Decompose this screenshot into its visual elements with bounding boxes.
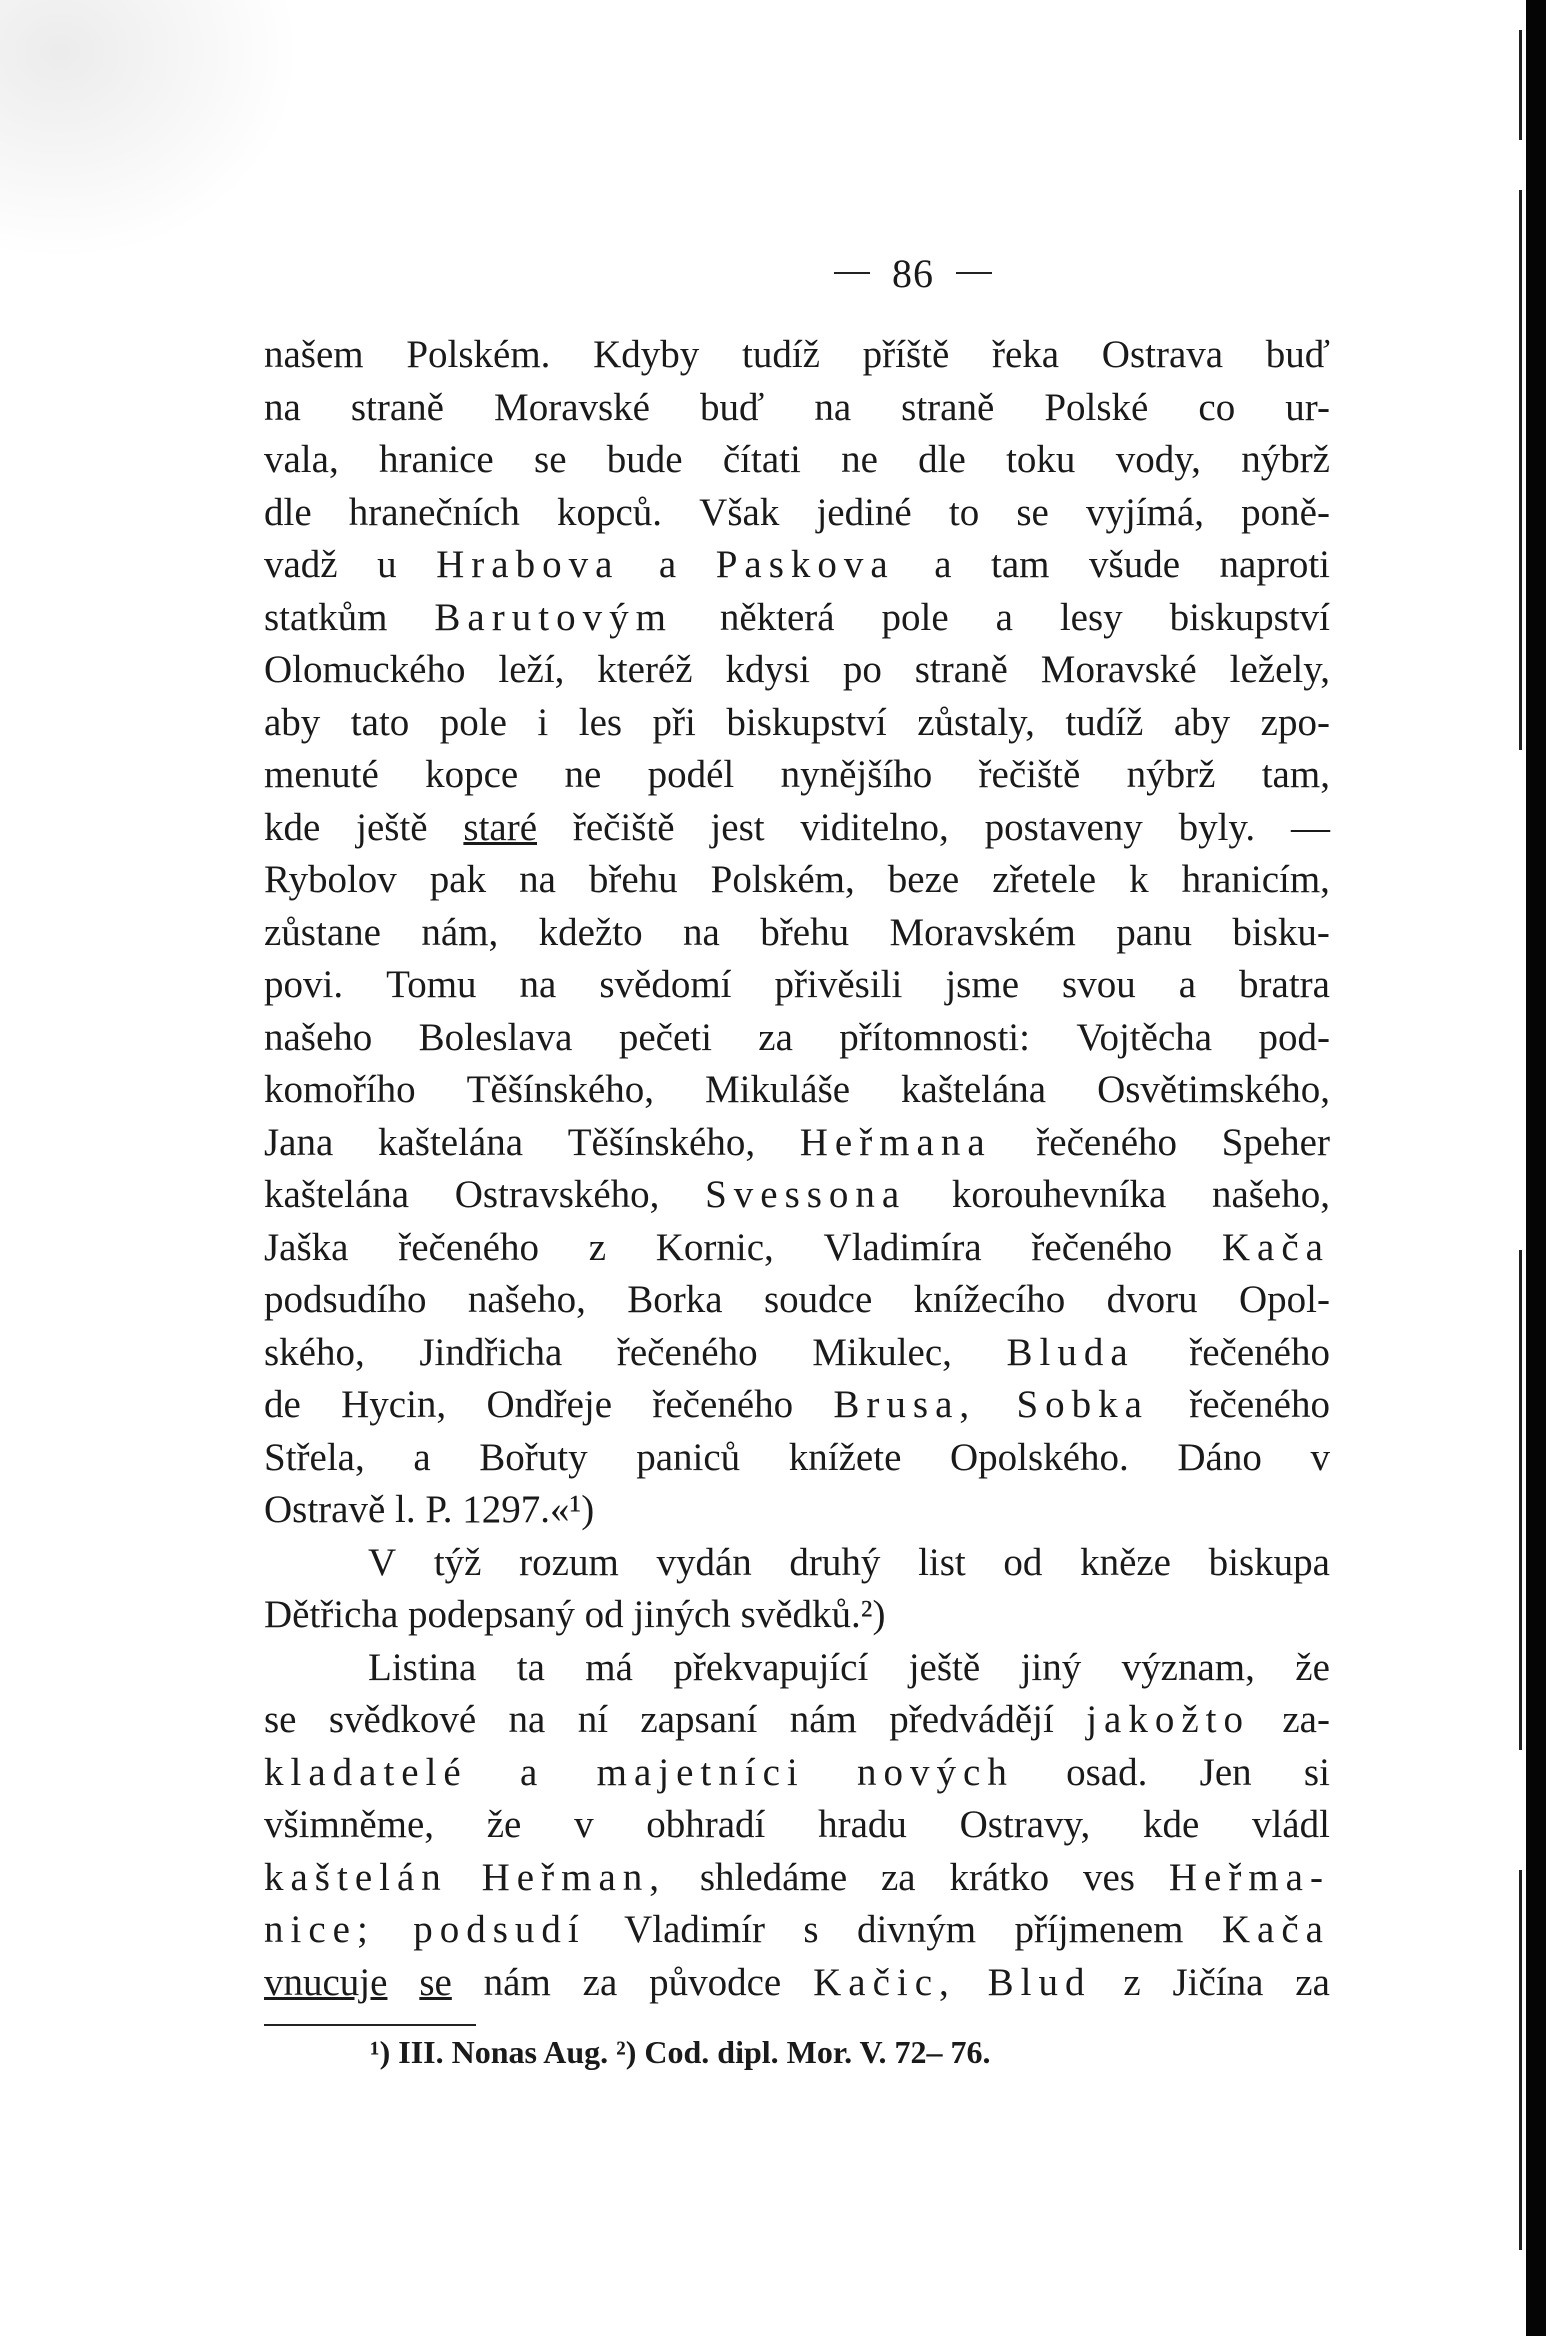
word: u — [377, 543, 397, 586]
word: břehu — [760, 910, 850, 954]
word: pole — [881, 595, 949, 639]
word: kaštelána — [377, 1120, 524, 1164]
word: Mikulec, — [812, 1330, 952, 1374]
word: jest — [710, 805, 765, 849]
word: že — [1295, 1645, 1330, 1689]
text-line — [264, 1907, 1330, 1960]
word: ta — [516, 1645, 545, 1689]
text-line — [264, 1540, 1330, 1593]
word: příště — [862, 333, 950, 376]
word: vala, — [264, 438, 339, 481]
word: panu — [1116, 910, 1193, 954]
text-line — [264, 1382, 1330, 1435]
word: tudíž — [1065, 700, 1144, 744]
word: Jana — [264, 1120, 334, 1164]
word: Vladimír — [624, 1908, 765, 1951]
text-line — [264, 1330, 1330, 1383]
word: byly. — [1178, 805, 1256, 849]
word: podsudí — [413, 1908, 586, 1951]
word: jiných — [633, 1593, 731, 1636]
word: vadž — [264, 543, 338, 586]
word: pod- — [1258, 1015, 1330, 1059]
word: zůstaly, — [917, 700, 1035, 744]
word: že — [486, 1803, 522, 1846]
word: co — [1198, 385, 1236, 429]
binding-mark — [1519, 1870, 1522, 2250]
binding-mark — [1519, 30, 1522, 140]
word: svou — [1062, 963, 1136, 1006]
word: a — [995, 595, 1013, 639]
word: s — [803, 1908, 819, 1951]
word: paniců — [636, 1435, 741, 1479]
word: čítati — [722, 438, 801, 481]
text-line — [264, 910, 1330, 963]
word: naproti — [1219, 543, 1330, 586]
word: krátko — [949, 1855, 1050, 1899]
word: vládl — [1251, 1803, 1330, 1846]
word: vody, — [1115, 438, 1201, 481]
text-line — [264, 1750, 1330, 1803]
word: Ostravě — [264, 1488, 386, 1531]
word: Dětřicha — [264, 1593, 399, 1636]
footnote: ¹) III. Nonas Aug. ²) Cod. dipl. Mor. V. 72– 76. — [370, 2034, 991, 2070]
word: lesy — [1059, 595, 1123, 639]
word: podél — [647, 753, 735, 796]
word: se — [534, 438, 567, 481]
word: si — [1303, 1750, 1330, 1794]
word: komořího — [264, 1068, 416, 1111]
word: kaštelána — [901, 1068, 1047, 1111]
text-line — [264, 1697, 1330, 1750]
word: hranečních — [348, 490, 520, 534]
word: Listina — [368, 1645, 477, 1689]
text-line — [264, 437, 1330, 490]
word: řečeného — [652, 1383, 794, 1426]
word: našeho — [264, 1015, 373, 1059]
word: ležely, — [1229, 648, 1330, 691]
word: kaštelán — [264, 1855, 448, 1899]
word: Ondřeje — [486, 1383, 613, 1426]
word: majetníci — [596, 1750, 805, 1794]
word: a — [934, 543, 952, 586]
text-line — [264, 1225, 1330, 1278]
word: jsme — [945, 963, 1020, 1006]
word: Jičína — [1172, 1960, 1264, 2004]
word: list — [918, 1540, 966, 1584]
word: Však — [699, 490, 780, 534]
word: řeka — [992, 333, 1060, 376]
word: na — [519, 963, 557, 1006]
word: řečeného — [616, 1330, 758, 1374]
word: se — [264, 1698, 297, 1741]
word: Blud — [987, 1960, 1092, 2004]
word: kněze — [1080, 1540, 1171, 1584]
word: Mikuláše — [704, 1068, 851, 1111]
word: viditelno, — [800, 805, 949, 849]
word: svědomí — [599, 963, 732, 1006]
word: Polském, — [710, 858, 855, 901]
word: tato — [350, 700, 410, 744]
text-line — [264, 1277, 1330, 1330]
word: kdežto — [538, 910, 643, 954]
word: se — [419, 1960, 452, 2004]
word: ne — [564, 753, 602, 796]
word: buď — [1265, 333, 1330, 376]
word: Barutovým — [434, 595, 673, 639]
word: hranicím, — [1181, 858, 1330, 901]
word: poně- — [1241, 490, 1330, 534]
scan-edge — [1526, 0, 1546, 2336]
word: po — [842, 648, 882, 691]
text-line — [264, 700, 1330, 753]
word: Osvětimského, — [1097, 1068, 1330, 1111]
word: bisku- — [1232, 910, 1330, 954]
word: význam, — [1121, 1645, 1255, 1689]
word: dvoru — [1106, 1278, 1198, 1321]
text-line — [264, 332, 1330, 385]
word: Borka — [627, 1278, 723, 1321]
word: les — [578, 700, 623, 744]
word: to — [948, 490, 980, 534]
word: Kača — [1221, 1225, 1330, 1269]
word: staré — [463, 805, 538, 849]
word: našeho, — [1211, 1173, 1330, 1216]
word: kopců. — [556, 490, 663, 534]
word: Vojtěcha — [1076, 1015, 1213, 1059]
word: od — [584, 1593, 624, 1636]
word: od — [1003, 1540, 1043, 1584]
word: Opol- — [1238, 1278, 1330, 1321]
word: divným — [856, 1908, 977, 1951]
page-number: 86 — [892, 250, 934, 296]
word: ského, — [264, 1330, 365, 1374]
word: shledáme — [699, 1855, 848, 1899]
word: i — [537, 700, 549, 744]
word: Jen — [1199, 1750, 1252, 1794]
word: Polské — [1044, 385, 1149, 429]
word: nynějšího — [780, 753, 933, 796]
word: pole — [439, 700, 507, 744]
word: příjmenem — [1014, 1908, 1184, 1951]
word: soudce — [763, 1278, 873, 1321]
word: z — [588, 1225, 606, 1269]
word: ní — [577, 1698, 609, 1741]
word: a — [413, 1435, 431, 1479]
word: Kačic, — [813, 1960, 956, 2004]
word: našeho, — [467, 1278, 586, 1321]
word: řečiště — [572, 805, 675, 849]
word: řečeného — [1036, 1120, 1178, 1164]
word: podepsaný — [408, 1593, 575, 1636]
word: knížete — [788, 1435, 902, 1479]
word: Heřmana — [799, 1120, 992, 1164]
word: břehu — [588, 858, 678, 901]
word: jediné — [816, 490, 912, 534]
word: na — [683, 910, 720, 954]
word: Rybolov — [264, 858, 397, 901]
word: Hrabova — [436, 543, 620, 586]
word: řečiště — [978, 753, 1081, 796]
word: z — [1123, 1960, 1141, 2004]
page-header — [0, 237, 1546, 297]
word: biskupa — [1208, 1540, 1330, 1584]
word: Bluda — [1006, 1330, 1135, 1374]
word: v — [1310, 1435, 1330, 1479]
word: Heřman, — [481, 1855, 666, 1899]
text-line — [264, 647, 1330, 700]
word: řečeného — [1189, 1330, 1330, 1374]
word: nám — [789, 1698, 857, 1741]
word: původce — [649, 1960, 782, 2004]
word: beze — [887, 858, 960, 901]
word: V — [368, 1540, 397, 1584]
word: Těšínského, — [567, 1120, 756, 1164]
word: nice; — [264, 1908, 375, 1951]
word: za — [1295, 1960, 1330, 2004]
word: pak — [429, 858, 487, 901]
word: Tomu — [386, 963, 477, 1006]
word: všimněme, — [264, 1803, 435, 1846]
word: biskupství — [726, 700, 887, 744]
text-line — [264, 542, 1330, 595]
word: vydán — [656, 1540, 752, 1584]
word: 1297.«¹) — [462, 1488, 595, 1531]
word: kde — [264, 805, 321, 849]
word: kladatelé — [264, 1750, 468, 1794]
word: bude — [606, 438, 683, 481]
word: pečeti — [618, 1015, 712, 1059]
word: Těšínského, — [466, 1068, 654, 1111]
word: Heřma- — [1168, 1855, 1330, 1899]
word: Boleslava — [418, 1015, 573, 1059]
word: knížecího — [913, 1278, 1066, 1321]
body-text — [264, 332, 1330, 2012]
word: dle — [264, 490, 312, 534]
word: a — [1178, 963, 1197, 1006]
word: Jaška — [264, 1225, 349, 1269]
word: za — [582, 1960, 618, 2004]
word: P. — [425, 1488, 453, 1531]
header-dash-left — [834, 272, 870, 274]
word: Dáno — [1177, 1435, 1262, 1479]
word: statkům — [264, 595, 388, 639]
word: svědků.²) — [740, 1593, 886, 1636]
word: zůstane — [264, 910, 381, 954]
text-line — [264, 962, 1330, 1015]
text-line — [264, 1015, 1330, 1068]
word: a — [658, 543, 677, 586]
text-line — [264, 595, 1330, 648]
word: Vladimíra — [823, 1225, 982, 1269]
word: Brusa, — [833, 1383, 977, 1426]
word: biskupství — [1169, 595, 1330, 639]
word: aby — [1173, 700, 1231, 744]
word: nám — [483, 1960, 551, 2004]
word: Speher — [1221, 1120, 1330, 1164]
text-line — [264, 1487, 1330, 1540]
word: menuté — [264, 753, 379, 796]
word: a — [520, 1750, 545, 1794]
word: ur- — [1285, 385, 1330, 429]
word: kopce — [425, 753, 519, 796]
text-line — [264, 1855, 1330, 1908]
text-line — [264, 490, 1330, 543]
word: předvádějí — [889, 1698, 1054, 1741]
word: ves — [1082, 1855, 1135, 1899]
word: l. — [395, 1488, 416, 1531]
word: nových — [857, 1750, 1014, 1794]
word: Polském. — [406, 333, 551, 376]
word: obhradí — [646, 1803, 766, 1846]
word: tudíž — [741, 333, 820, 376]
word: nám, — [421, 910, 499, 954]
word: bratra — [1239, 963, 1330, 1006]
word: korouhevníka — [951, 1173, 1167, 1216]
word: Kača — [1221, 1908, 1330, 1951]
word: na — [814, 385, 852, 429]
word: svědkové — [328, 1698, 477, 1741]
word: leží, — [498, 648, 565, 691]
word: Opolského. — [950, 1435, 1129, 1479]
word: Bořuty — [479, 1435, 588, 1479]
word: za — [881, 1855, 916, 1899]
word: Kdyby — [593, 333, 700, 376]
word: na — [519, 858, 556, 901]
footnote-rule — [264, 2024, 476, 2026]
word: kde — [1142, 1803, 1200, 1846]
text-line — [264, 1435, 1330, 1488]
word: osad. — [1066, 1750, 1148, 1794]
word: Moravské — [1040, 648, 1197, 691]
word: Svessona — [705, 1173, 907, 1216]
word: ne — [841, 438, 878, 481]
word: v — [574, 1803, 594, 1846]
text-line — [264, 1120, 1330, 1173]
word: všude — [1089, 543, 1181, 586]
word: jiný — [1020, 1645, 1082, 1689]
word: ještě — [356, 805, 428, 849]
word: postaveny — [984, 805, 1143, 849]
word: dle — [918, 438, 966, 481]
word: Ostrava — [1101, 333, 1224, 376]
word: kteréž — [597, 648, 693, 691]
word: hranice — [378, 438, 494, 481]
word: k — [1129, 858, 1149, 901]
word: Jindřicha — [419, 1330, 563, 1374]
text-line — [264, 1067, 1330, 1120]
word: Moravském — [889, 910, 1076, 954]
word: při — [652, 700, 696, 744]
word: přivěsili — [774, 963, 903, 1006]
word: Kornic, — [655, 1225, 774, 1269]
word: druhý — [789, 1540, 881, 1584]
text-line — [264, 857, 1330, 910]
header-dash-right — [956, 272, 992, 274]
word: — — [1290, 805, 1330, 849]
word: za- — [1282, 1698, 1330, 1741]
word: překvapující — [673, 1645, 869, 1689]
word: přítomnosti: — [839, 1015, 1030, 1059]
word: vnucuje — [264, 1960, 388, 2004]
text-line — [264, 805, 1330, 858]
word: hradu — [818, 1803, 907, 1846]
word: ještě — [908, 1645, 981, 1689]
text-line — [264, 1802, 1330, 1855]
word: Olomuckého — [264, 648, 466, 691]
binding-mark — [1519, 1250, 1522, 1750]
word: aby — [264, 700, 321, 744]
word: se — [1016, 490, 1049, 534]
word: některá — [719, 595, 835, 639]
word: tam, — [1261, 753, 1330, 796]
word: na — [264, 385, 301, 429]
word: tam — [991, 543, 1050, 586]
word: podsudího — [264, 1278, 427, 1321]
word: Ostravského, — [454, 1173, 660, 1216]
word: buď — [700, 385, 765, 429]
word: kdysi — [725, 648, 810, 691]
word: zřetele — [992, 858, 1097, 901]
text-line — [264, 1592, 1330, 1645]
word: Střela, — [264, 1435, 365, 1479]
text-line — [264, 385, 1330, 438]
word: nýbrž — [1126, 753, 1216, 796]
word: de — [264, 1383, 301, 1426]
word: Ostravy, — [959, 1803, 1091, 1846]
word: má — [585, 1645, 633, 1689]
word: povi. — [264, 963, 344, 1006]
word: Moravské — [494, 385, 650, 429]
text-line — [264, 1960, 1330, 2013]
word: rozum — [519, 1540, 619, 1584]
paper-stain — [0, 0, 300, 260]
word: Hycin, — [341, 1383, 447, 1426]
word: toku — [1006, 438, 1076, 481]
text-line — [264, 752, 1330, 805]
text-line — [264, 1172, 1330, 1225]
word: řečeného — [1189, 1383, 1330, 1426]
word: na — [508, 1698, 546, 1741]
word: za — [758, 1015, 793, 1059]
word: straně — [914, 648, 1008, 691]
word: nýbrž — [1241, 438, 1330, 481]
word: našem — [264, 333, 364, 376]
word: jakožto — [1086, 1698, 1250, 1741]
word: kaštelána — [264, 1173, 410, 1216]
word: řečeného — [1031, 1225, 1173, 1269]
word: straně — [350, 385, 444, 429]
word: straně — [901, 385, 995, 429]
word: týž — [433, 1540, 482, 1584]
text-line — [264, 1645, 1330, 1698]
word: zpo- — [1260, 700, 1330, 744]
word: řečeného — [398, 1225, 539, 1269]
word: Sobka — [1016, 1383, 1149, 1426]
word: Paskova — [715, 543, 895, 586]
word: zapsaní — [640, 1698, 758, 1741]
word: vyjímá, — [1085, 490, 1205, 534]
